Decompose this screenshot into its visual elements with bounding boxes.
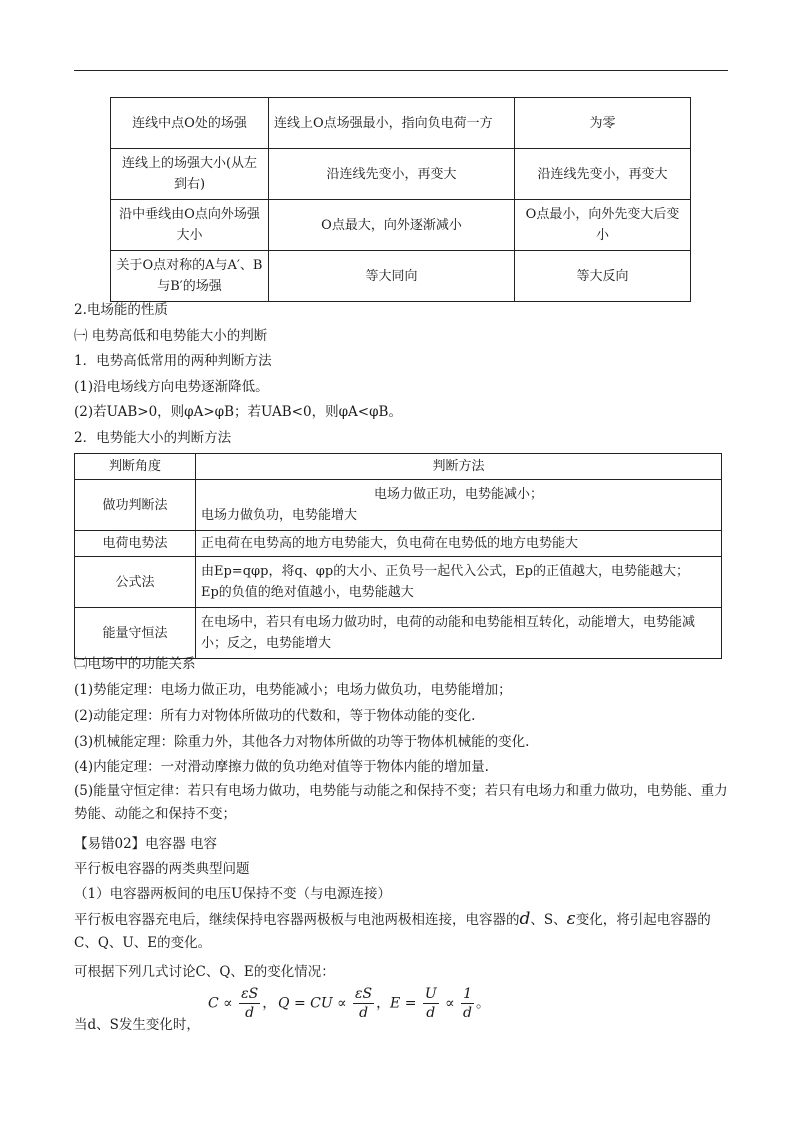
header-rule [74,70,728,71]
table-cell: 连线上O点场强最小，指向负电荷一方 [269,98,515,149]
table-row [111,200,691,251]
subsection-title: ㈡电场中的功能关系 [74,656,196,672]
table-cell: 能量守恒法 [75,608,196,659]
table-cell: 在电场中，若只有电场力做功时，电荷的动能和电势能相互转化，动能增大，电势能减小；反之，电势能增大 [196,608,722,659]
table-header-cell: 判断方法 [196,454,722,480]
formula-c: C ∝ $\frac{\varepsilon S}{d}$ ， [208,986,277,1021]
item-text: (1)沿电场线方向电势逐渐降低。 [74,379,269,395]
symbol-d: d [519,909,531,929]
symbol-epsilon: ε [566,909,576,929]
table-cell: 沿中垂线由O点向外场强大小 [111,200,269,251]
table-cell: 等大反向 [515,251,691,302]
text-run: 、S、 [530,912,567,928]
table-cell: 沿连线先变小，再变大 [269,149,515,200]
table-cell: 沿连线先变小，再变大 [515,149,691,200]
table-row [111,98,691,149]
table-cell: 等大同向 [269,251,515,302]
table-row [75,557,722,608]
subsection-title: 平行板电容器的两类典型问题 [74,861,250,877]
table-cell: 为零 [515,98,691,149]
table-row [111,149,691,200]
table-row [111,251,691,302]
paragraph: (1)势能定理：电场力做正功，电势能减小；电场力做负功，电势能增加； [74,682,512,698]
table-cell [196,557,722,608]
potential-energy-table [74,453,722,659]
paragraph [74,908,734,955]
table-row [75,608,722,659]
table-row [75,531,722,557]
section-title: 2.电场能的性质 [74,302,168,318]
formula-e: E = $\frac{U}{d}$ ∝ $\frac{1}{d}$ 。 [390,986,490,1021]
field-strength-table [110,97,691,302]
table-cell: 正电荷在电势高的地方电势能大，负电荷在电势低的地方电势能大 [196,531,722,557]
table-cell: 公式法 [75,557,196,608]
table-cell: 电荷电势法 [75,531,196,557]
table-header-cell: 判断角度 [75,454,196,480]
cell-line: 由Ep=qφp，将q、φp的大小、正负号一起代入公式，Ep的正值越大，电势能越大； [201,564,690,579]
formula-q: Q = CU ∝ $\frac{\varepsilon S}{d}$ ， [278,986,391,1021]
paragraph: (3)机械能定理：除重力外，其他各力对物体所做的功等于物体机械能的变化. [74,734,530,750]
table-row [75,480,722,531]
table-cell: 做功判断法 [75,480,196,531]
table-cell: 连线中点O处的场强 [111,98,269,149]
paragraph: (2)动能定理：所有力对物体所做功的代数和，等于物体动能的变化. [74,708,476,724]
case-heading: （1）电容器两板间的电压U保持不变（与电源连接） [74,886,391,902]
item-heading: 1．电势高低常用的两种判断方法 [74,353,272,369]
item-heading: 2．电势能大小的判断方法 [74,430,232,446]
table-cell: 连线上的场强大小(从左到右) [111,149,269,200]
cell-line: 电场力做正功，电势能减小； [373,487,543,502]
cell-line: 电场力做负功，电势能增大 [201,508,358,523]
text-run: 变化，将引起电容器的C、Q、U、E的变化。 [74,912,711,951]
subsection-title: ㈠ 电势高低和电势能大小的判断 [74,328,268,344]
text-run: 平行板电容器充电后，继续保持电容器两极板与电池两极相连接，电容器的 [74,912,520,928]
item-text: (2)若UAB>0，则φA>φB；若UAB<0，则φA<φB。 [74,404,402,420]
table-cell: O点最小，向外先变大后变小 [515,200,691,251]
table-cell [196,480,722,531]
table-cell: 关于O点对称的A与A′、B与B′的场强 [111,251,269,302]
paragraph: (5)能量守恒定律：若只有电场力做功，电势能与动能之和保持不变；若只有电场力和重力做功，电势能、重力势能、动能之和保持不变； [74,783,728,822]
cell-line: Ep的负值的绝对值越小，电势能越大 [201,585,414,600]
paragraph: (4)内能定理：一对滑动摩擦力做的负功绝对值等于物体内能的增加量. [74,759,489,775]
paragraph: 当d、S发生变化时， [74,1017,200,1033]
table-cell: O点最大，向外逐渐减小 [269,200,515,251]
table-header-row [75,454,722,480]
paragraph: 可根据下列几式讨论C、Q、E的变化情况： [74,964,335,980]
section-title: 【易错02】电容器 电容 [74,836,217,852]
